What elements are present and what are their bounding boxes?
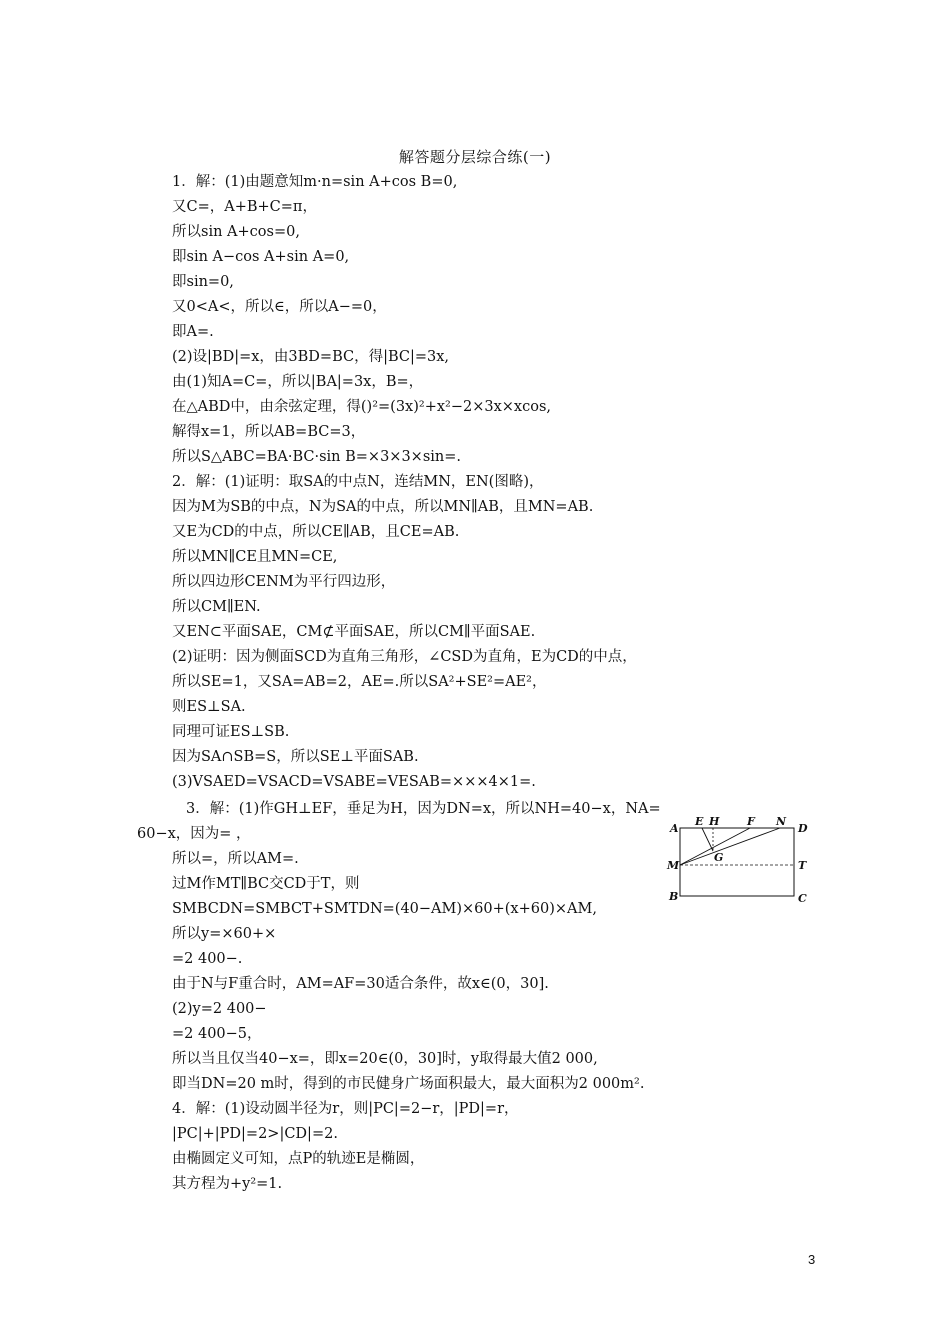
- text-line: 所以四边形CENM为平行四边形，: [172, 574, 396, 590]
- text-line: 其方程为+y²=1.: [172, 1176, 283, 1192]
- text-line: 即当DN=20 m时，得到的市民健身广场面积最大，最大面积为2 000m².: [172, 1076, 645, 1092]
- text-line: 在△ABD中，由余弦定理，得()²=(3x)²+x²−2×3x×xcos,: [172, 399, 552, 415]
- text-line: 所以y=×60+×: [172, 926, 277, 942]
- label-b: B: [669, 890, 679, 903]
- label-e: E: [695, 815, 704, 828]
- text-line: (2)设|BD|=x，由3BD=BC，得|BC|=3x,: [172, 349, 450, 365]
- text-line: 即A=.: [172, 324, 214, 340]
- text-line: 所以当且仅当40−x=，即x=20∈(0，30]时，y取得最大值2 000,: [172, 1051, 598, 1067]
- label-f: F: [747, 815, 755, 828]
- text-line: 同理可证ES⊥SB.: [172, 724, 290, 740]
- text-line: 2．解：(1)证明：取SA的中点N，连结MN，EN(图略)，: [172, 474, 544, 490]
- text-line: 过M作MT∥BC交CD于T，则: [172, 876, 360, 892]
- text-line: 即sin A−cos A+sin A=0,: [172, 249, 350, 265]
- text-line: 又C=，A+B+C=π，: [172, 199, 317, 215]
- line-eg: [702, 828, 713, 851]
- text-line: 即sin=0,: [172, 274, 234, 290]
- rectangle-abcd: [680, 828, 794, 896]
- label-c: C: [798, 892, 807, 905]
- label-d: D: [798, 822, 808, 835]
- text-line: 又E为CD的中点，所以CE∥AB，且CE=AB.: [172, 524, 460, 540]
- text-line: 又0<A<，所以∈，所以A−=0，: [172, 299, 387, 315]
- text-line: 所以=，所以AM=.: [172, 851, 299, 867]
- text-line: 60−x，因为= ，: [137, 826, 251, 842]
- text-line: 所以sin A+cos=0,: [172, 224, 300, 240]
- text-line: 所以SE=1，又SA=AB=2，AE=.所以SA²+SE²=AE²，: [172, 674, 547, 690]
- text-line: 则ES⊥SA.: [172, 699, 246, 715]
- text-line: 因为SA∩SB=S，所以SE⊥平面SAB.: [172, 749, 419, 765]
- text-line: 因为M为SB的中点，N为SA的中点，所以MN∥AB，且MN=AB.: [172, 499, 594, 515]
- text-line: (2)证明：因为侧面SCD为直角三角形，∠CSD为直角，E为CD的中点，: [172, 649, 637, 665]
- label-t: T: [798, 859, 807, 872]
- text-line: =2 400−.: [172, 951, 243, 967]
- text-line: 由椭圆定义可知，点P的轨迹E是椭圆，: [172, 1151, 425, 1167]
- text-line: 4．解：(1)设动圆半径为r，则|PC|=2−r，|PD|=r，: [172, 1101, 519, 1117]
- text-line: 所以S△ABC=BA·BC·sin B=×3×3×sin=.: [172, 449, 461, 465]
- label-a: A: [670, 822, 679, 835]
- page-title: 解答题分层综合练(一): [398, 148, 552, 166]
- label-m: M: [667, 859, 680, 872]
- text-line: =2 400−5，: [172, 1026, 262, 1042]
- label-h: H: [709, 815, 720, 828]
- text-line: 所以MN∥CE且MN=CE,: [172, 549, 338, 565]
- text-line: 由(1)知A=C=，所以|BA|=3x，B=，: [172, 374, 424, 390]
- rectangle-diagram: [662, 812, 812, 908]
- text-line: |PC|+|PD|=2>|CD|=2.: [172, 1126, 338, 1142]
- text-line: 所以CM∥EN.: [172, 599, 261, 615]
- text-line: 1．解：(1)由题意知m·n=sin A+cos B=0,: [172, 174, 458, 190]
- line-mn: [680, 828, 780, 865]
- text-line: 解得x=1，所以AB=BC=3，: [172, 424, 366, 440]
- text-line: 3．解：(1)作GH⊥EF，垂足为H，因为DN=x，所以NH=40−x，NA=: [186, 801, 661, 817]
- text-line: 又EN⊂平面SAE，CM⊄平面SAE，所以CM∥平面SAE.: [172, 624, 536, 640]
- text-line: (3)VSAED=VSACD=VSABE=VESAB=×××4×1=.: [172, 774, 536, 790]
- text-line: 由于N与F重合时，AM=AF=30适合条件，故x∈(0，30].: [172, 976, 549, 992]
- label-n: N: [776, 815, 787, 828]
- page-number: 3: [808, 1252, 816, 1267]
- text-line: (2)y=2 400−: [172, 1001, 267, 1017]
- text-line: SMBCDN=SMBCT+SMTDN=(40−AM)×60+(x+60)×AM,: [172, 901, 597, 917]
- label-g: G: [714, 851, 724, 864]
